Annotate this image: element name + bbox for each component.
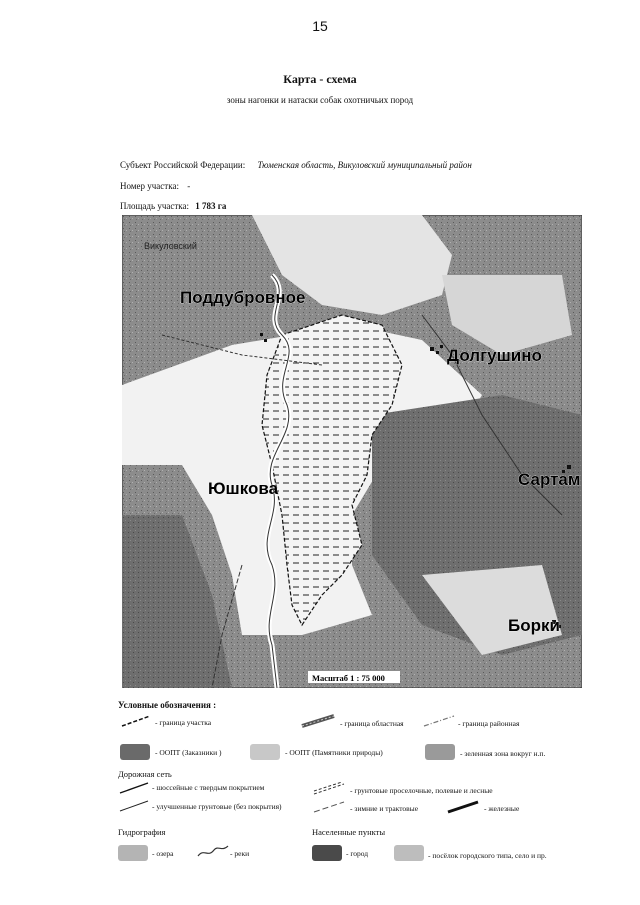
river-icon [196, 842, 230, 860]
legend-regional-border: - граница областная [340, 719, 404, 728]
legend-improved-road: - улучшенные грунтовые (без покрытия) [152, 802, 282, 811]
page-subtitle: зоны нагонки и натаски собак охотничьих пород [226, 95, 414, 105]
area-row [120, 201, 226, 211]
highway-icon [118, 781, 150, 795]
winter-road-icon [312, 800, 346, 814]
area-label: Площадь участка: [120, 201, 190, 211]
village-icon [394, 845, 424, 861]
hydro-section-title: Гидрография [118, 827, 166, 837]
reserve-icon [120, 744, 150, 760]
legend-village: - посёлок городского типа, село и пр. [428, 851, 547, 860]
road-section-title: Дорожная сеть [118, 769, 172, 779]
dirt-road-icon [312, 782, 346, 796]
district-border-icon [422, 714, 456, 728]
legend-railway: - железные [484, 804, 520, 813]
subject-row [120, 160, 472, 170]
dolgushino-label: Долгушино [447, 346, 542, 365]
lake-icon [118, 845, 148, 861]
map-scheme [122, 215, 582, 688]
subject-label: Субъект Российской Федерации: [120, 160, 246, 170]
legend-highway: - шоссейные с твердым покрытием [152, 783, 265, 792]
dashed-line-icon [120, 714, 152, 728]
plot-number-row [120, 181, 190, 191]
green-zone-icon [425, 744, 455, 760]
nature-monument-icon [250, 744, 280, 760]
district-label: Викуловский [144, 241, 197, 251]
legend-city: - город [346, 849, 369, 858]
settlement-section-title: Населенные пункты [312, 827, 386, 837]
map-scale: Масштаб 1 : 75 000 [312, 673, 385, 683]
area-value: 1 783 га [195, 201, 227, 211]
plot-number-label: Номер участка: [120, 181, 179, 191]
legend-nature-monument: - ООПТ (Памятники природы) [285, 748, 383, 757]
legend-reserve: - ООПТ (Заказники ) [155, 748, 222, 757]
railway-icon [446, 800, 480, 814]
legend-lake: - озера [152, 849, 174, 858]
city-icon [312, 845, 342, 861]
legend-plot-boundary: - граница участка [155, 718, 212, 727]
legend-winter-road: - зимние и трактовые [350, 804, 419, 813]
legend-green-zone: - зеленная зона вокруг н.п. [460, 749, 546, 758]
borki-label: Борки [508, 616, 560, 635]
legend-title: Условные обозначения : [118, 700, 217, 710]
yushkova-label: Юшкова [208, 479, 279, 498]
page-number: 15 [312, 18, 328, 34]
legend-dirt-road: - грунтовые проселочные, полевые и лесные [350, 786, 493, 795]
subject-value: Тюменская область, Викуловский муниципальный район [257, 160, 472, 170]
poddubrovnoe-label: Поддубровное [180, 288, 306, 307]
legend-river: - реки [230, 849, 250, 858]
sartam-label: Сартам [518, 470, 581, 489]
plot-number-value: - [187, 181, 191, 191]
regional-border-icon [300, 714, 336, 728]
improved-road-icon [118, 799, 150, 813]
legend-district-border: - граница районная [458, 719, 520, 728]
page-title: Карта - схема [283, 72, 357, 86]
